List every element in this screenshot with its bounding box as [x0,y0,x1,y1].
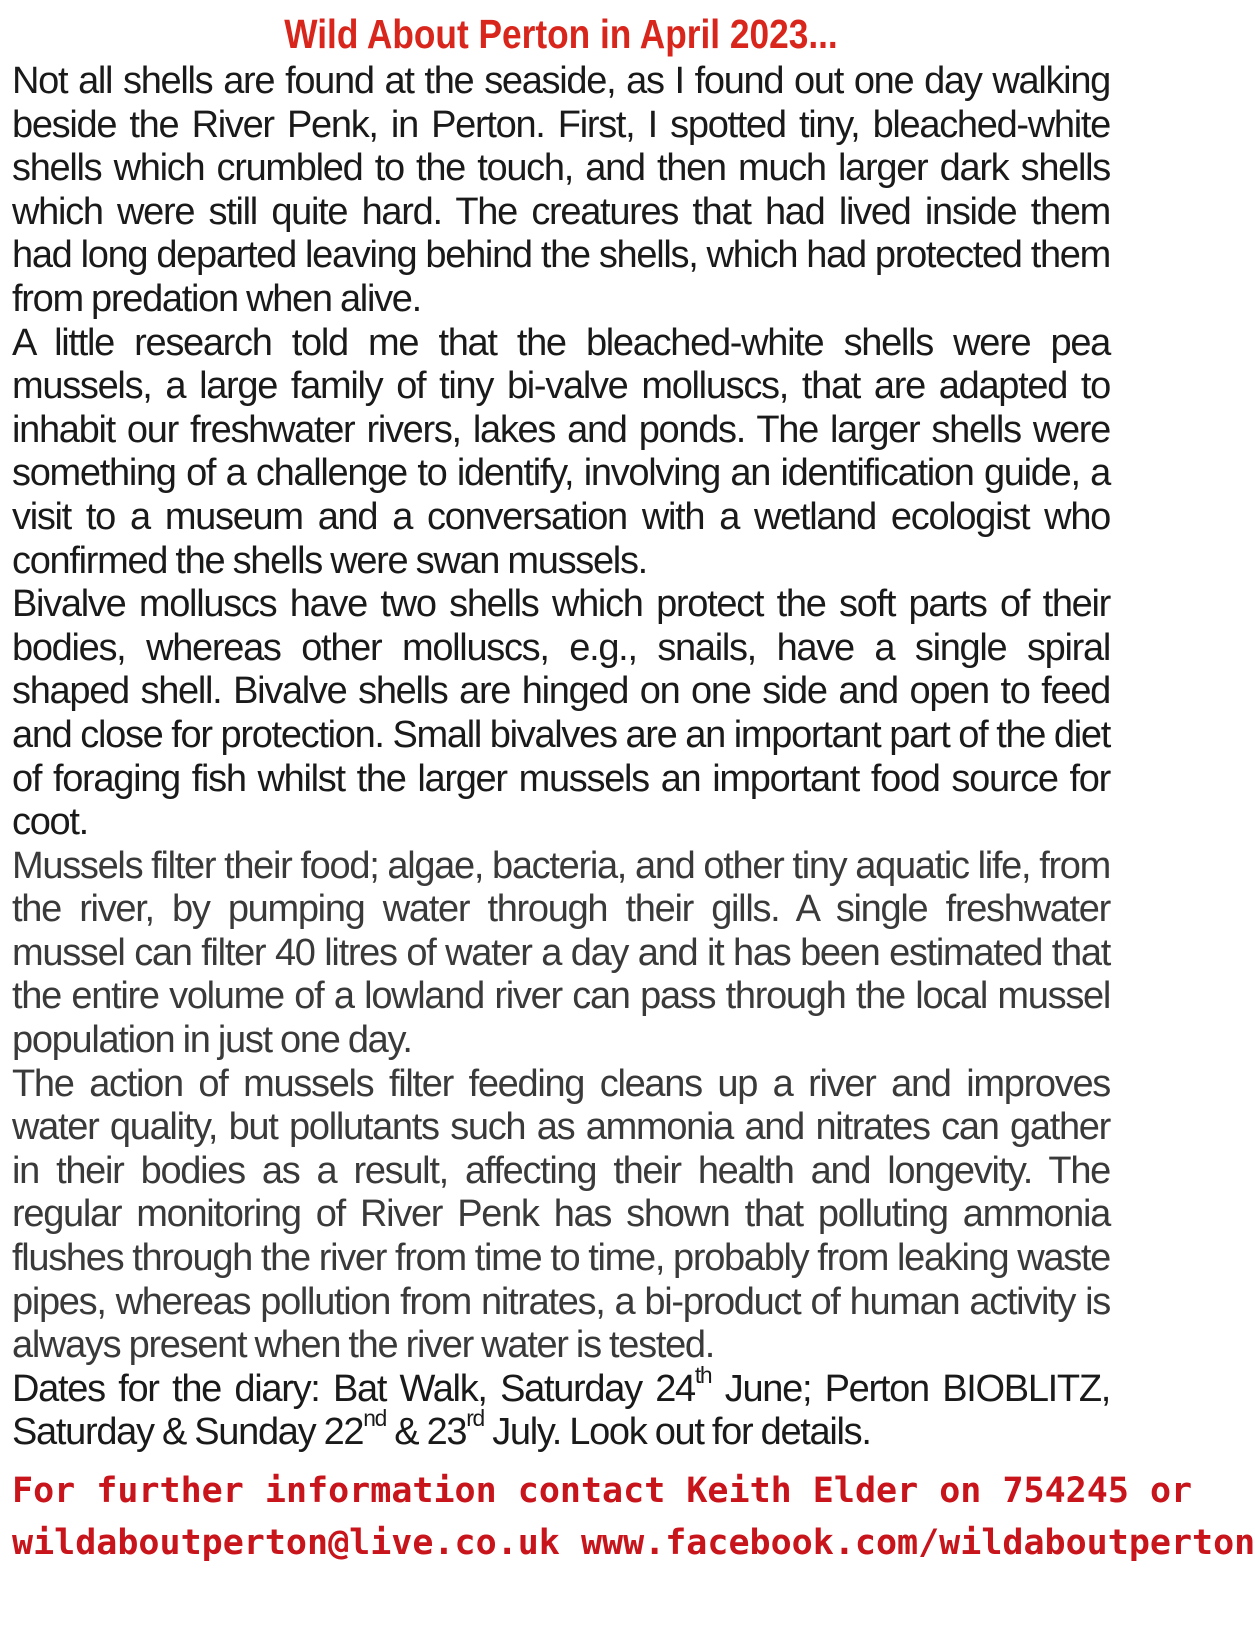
contact-word: For [12,1471,76,1511]
contact-word: or [1149,1471,1193,1511]
contact-phone: 754245 [1002,1471,1129,1511]
facebook-link[interactable]: www.facebook.com/wildaboutperton [580,1523,1255,1563]
dates-sup-3: rd [466,1405,484,1432]
paragraph-pollution: The action of mussels filter feeding cleans up a river and improves water quality, but pollutants such as ammonia and nitrates can gather in their bodies as a result, affecting their health and longevity. The regular monitoring of River Penk has shown that polluting ammonia flushes through the river from time to time, probably from leaking waste pipes, whereas pollution from nitrates, a bi-product of human activity is always present when the river water is tested. [12,1062,1110,1367]
page-title: Wild About Perton in April 2023... [284,11,838,57]
contact-word: Keith [686,1471,792,1511]
contact-links [12,1517,1255,1569]
contact-word: Elder [812,1471,919,1511]
dates-text-3: & 23 [386,1411,467,1454]
paragraph-filter-feeding: Mussels filter their food; algae, bacteria, and other tiny aquatic life, from the river, by pumping water through their gills. A single freshwater mussel can filter 40 litres of water a day and it has been estimated that the entire volume of a lowland river can pass through the local mussel population in just one day. [12,844,1110,1062]
article-body [12,60,1110,1455]
contact-word: information [264,1471,497,1511]
contact-word: contact [517,1471,666,1511]
contact-email-link[interactable]: wildaboutperton@live.co.uk [12,1523,560,1563]
contact-word: further [96,1471,244,1511]
paragraph-bivalves: Bivalve molluscs have two shells which protect the soft parts of their bodies, whereas other molluscs, e.g., snails, have a single spiral shaped shell. Bivalve shells are hinged on one side and open to feed and close for protection. Small bivalves are an important part of the diet of foraging fish whilst the larger mussels an important food source for coot. [12,583,1110,844]
paragraph-dates-for-diary [12,1361,1111,1455]
contact-word: on [939,1471,982,1511]
dates-sup-1: th [694,1361,712,1388]
contact-line [12,1465,1193,1517]
contact-info [12,1465,1255,1569]
paragraph-research: A little research told me that the bleached-white shells were pea mussels, a large family of tiny bi-valve molluscs, that are adapted to inhabit our freshwater rivers, lakes and ponds. The larger shells were something of a challenge to identify, involving an identification guide, a visit to a museum and a conversation with a wetland ecologist who confirmed the shells were swan mussels. [12,321,1110,582]
paragraph-shells-found: Not all shells are found at the seaside, as I found out one day walking beside the River Penk, in Perton. First, I spotted tiny, bleached-white shells which crumbled to the touch, and then much larger dark shells which were still quite hard. The creatures that had lived inside them had long departed leaving behind the shells, which had protected them from predation when alive. [12,60,1110,320]
dates-text-1: Dates for the diary: Bat Walk, Saturday 24 [12,1367,695,1410]
newsletter-page [12,8,1255,1628]
dates-text-4: July. Look out for details. [483,1411,871,1454]
dates-text-2: June; Perton BIOBLITZ, Saturday & Sunday 22 [12,1367,1111,1454]
dates-sup-2: nd [363,1405,387,1432]
